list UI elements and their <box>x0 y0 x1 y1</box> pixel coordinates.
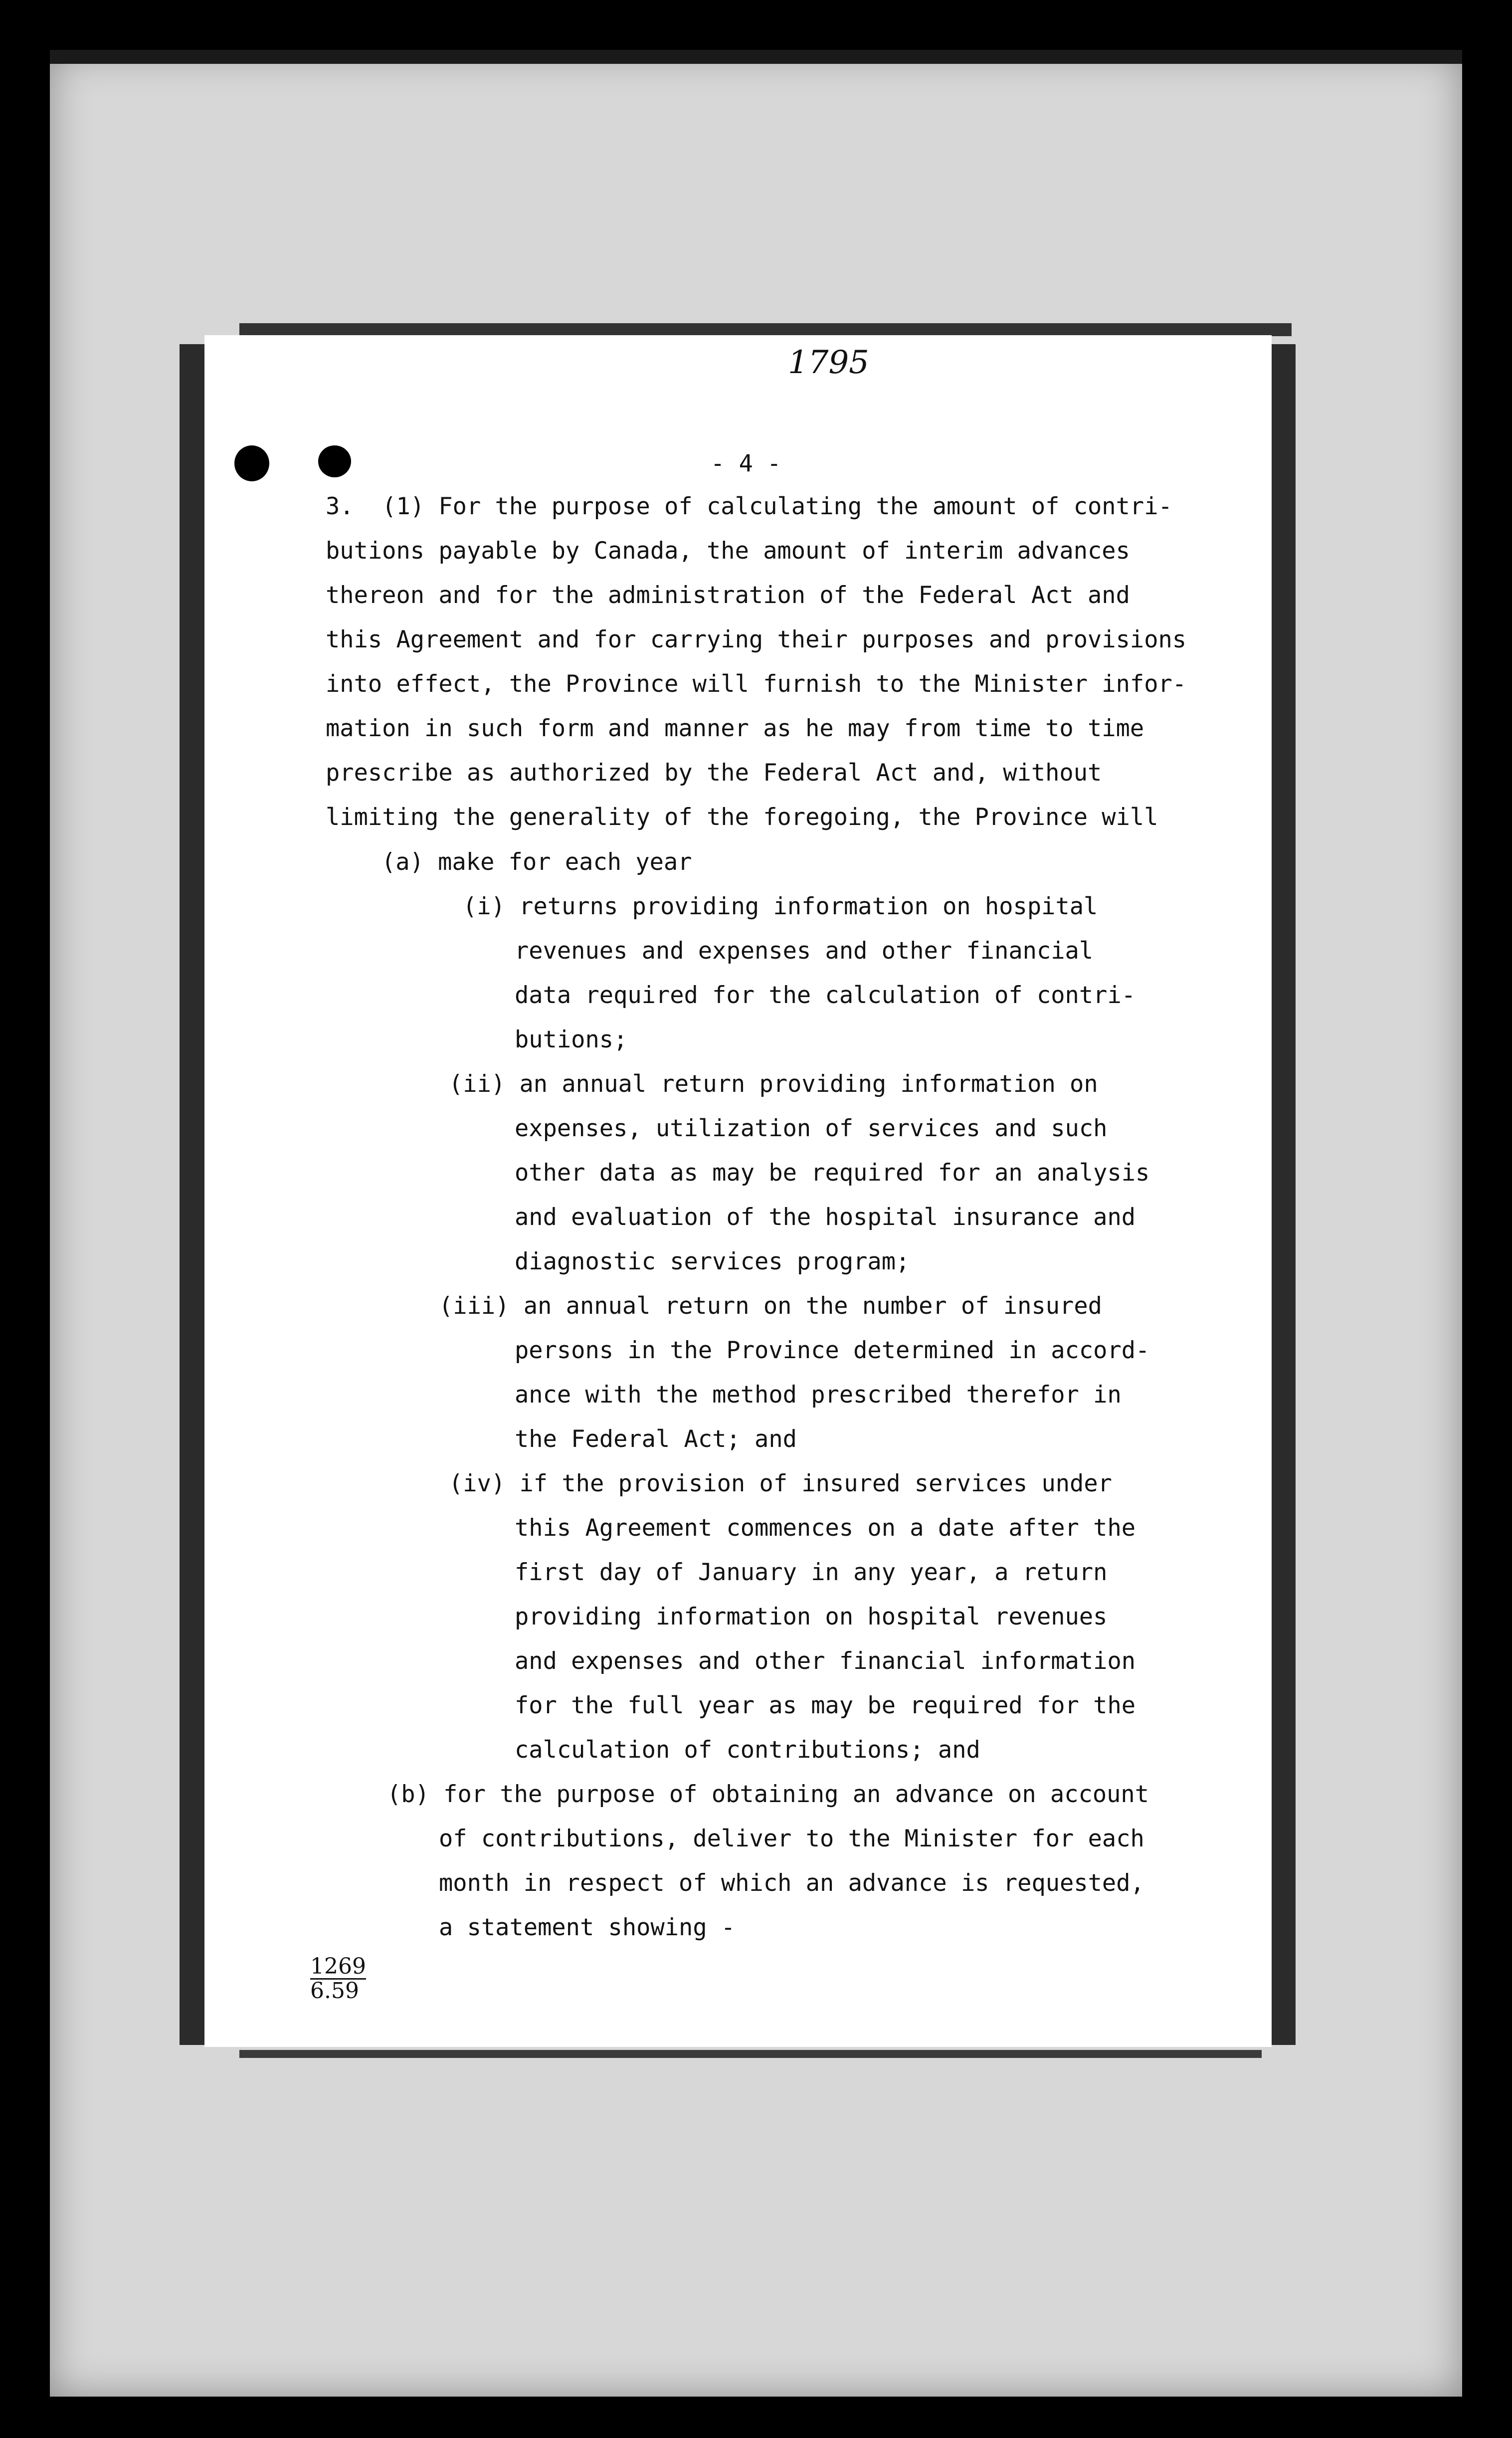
text-line: and evaluation of the hospital insurance and <box>515 1204 1136 1231</box>
page-number: - 4 - <box>711 450 781 477</box>
text-line: revenues and expenses and other financial <box>515 937 1094 965</box>
text-line: thereon and for the administration of the Federal Act and <box>326 582 1130 609</box>
text-line: this Agreement and for carrying their purposes and provisions <box>326 626 1187 653</box>
text-line: (ii) an annual return providing information on <box>449 1070 1098 1098</box>
text-line: prescribe as authorized by the Federal Act and, without <box>326 759 1102 787</box>
text-line: expenses, utilization of services and such <box>515 1115 1108 1142</box>
paper-shadow-top <box>239 323 1292 336</box>
text-line: into effect, the Province will furnish to the Minister infor- <box>326 670 1187 698</box>
text-line: (i) returns providing information on hospital <box>463 893 1098 920</box>
text-line: butions; <box>515 1026 628 1053</box>
text-line: calculation of contributions; and <box>515 1736 980 1764</box>
film-top-edge <box>50 50 1462 64</box>
text-line: butions payable by Canada, the amount of interim advances <box>326 537 1130 565</box>
punch-hole-right <box>318 445 351 477</box>
text-line: persons in the Province determined in accord- <box>515 1337 1150 1364</box>
text-line: a statement showing - <box>439 1914 736 1941</box>
handwritten-number: 1795 <box>788 344 869 381</box>
text-line: first day of January in any year, a return <box>515 1559 1108 1586</box>
text-line: this Agreement commences on a date after the <box>515 1514 1136 1542</box>
text-line: (b) for the purpose of obtaining an advance on account <box>387 1781 1149 1808</box>
form-code-top: 1269 <box>310 1954 366 1979</box>
punch-hole-left <box>234 445 269 481</box>
paper-shadow-left <box>180 344 204 2045</box>
text-line: of contributions, deliver to the Minister for each <box>439 1825 1144 1852</box>
text-line: mation in such form and manner as he may from time to time <box>326 715 1144 742</box>
paper-shadow-bottom <box>239 2050 1262 2058</box>
text-line: other data as may be required for an analysis <box>515 1159 1150 1187</box>
text-line: and expenses and other financial information <box>515 1647 1136 1675</box>
text-line: (iii) an annual return on the number of insured <box>439 1292 1102 1320</box>
text-line: the Federal Act; and <box>515 1425 797 1453</box>
paper-shadow-right <box>1271 344 1296 2045</box>
form-code <box>310 1955 366 2003</box>
text-line: for the full year as may be required for the <box>515 1692 1136 1719</box>
text-line: (iv) if the provision of insured services under <box>449 1470 1112 1497</box>
text-line: (a) make for each year <box>381 848 692 876</box>
text-line: limiting the generality of the foregoing, the Province will <box>326 804 1158 831</box>
text-line: data required for the calculation of contri- <box>515 982 1136 1009</box>
text-line: providing information on hospital revenues <box>515 1603 1108 1630</box>
text-line: 3. (1) For the purpose of calculating the amount of contri- <box>326 493 1172 520</box>
text-line: diagnostic services program; <box>515 1248 910 1275</box>
form-code-bottom: 6.59 <box>310 1978 366 2003</box>
text-line: ance with the method prescribed therefor in <box>515 1381 1122 1409</box>
text-line: month in respect of which an advance is requested, <box>439 1869 1144 1897</box>
